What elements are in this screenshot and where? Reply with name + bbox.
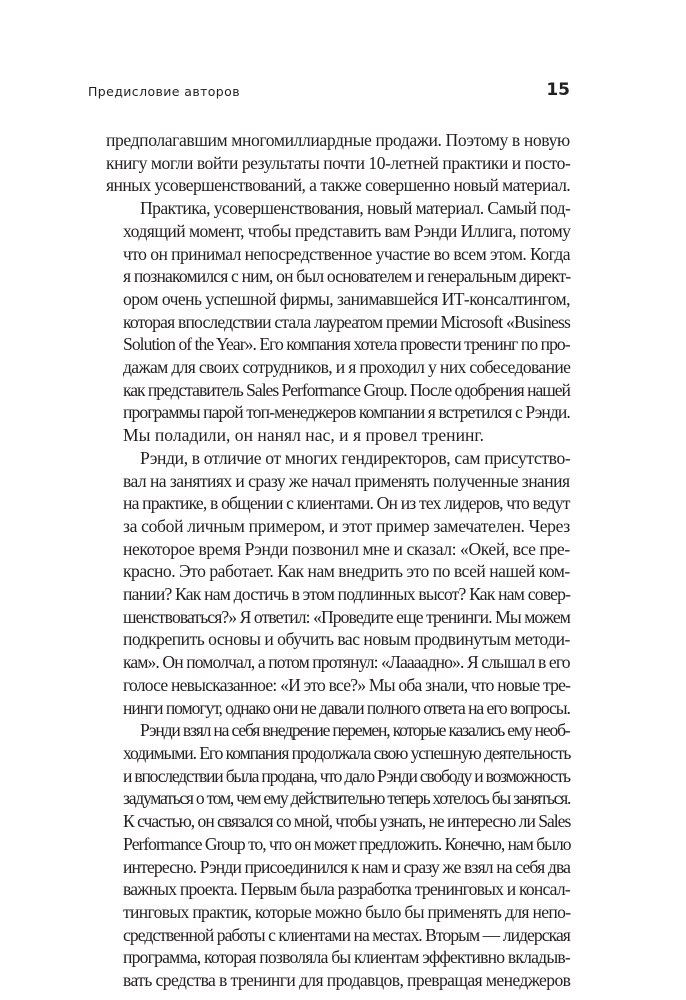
text-line: предполагавшим многомиллиардные продажи. Поэтому в новую — [106, 130, 570, 150]
text-line: подкрепить основы и обучить вас новым продвинутым методи- — [123, 629, 570, 650]
text-line: задуматься о том, чем ему действительно теперь хотелось бы заняться. — [123, 788, 571, 809]
body-text — [106, 129, 570, 992]
paragraph — [106, 719, 570, 991]
text-line: ходимыми. Его компания продолжала свою успешную деятельность — [123, 742, 571, 763]
text-line: программы парой топ-менеджеров компании я встретился с Рэнди. — [123, 402, 570, 423]
text-line: пании? Как нам достичь в этом подлинных высот? Как нам совер- — [123, 584, 571, 605]
text-line: интересно. Рэнди присоединился к нам и сразу же взял на себя два — [123, 856, 571, 877]
text-line: что он принимал непосредственное участие во всем этом. Когда — [123, 243, 570, 264]
text-line: голосе невысказанное: «И это все?» Мы оба знали, что новые тре- — [123, 674, 571, 695]
text-line: за собой личным примером, и этот пример замечателен. Через — [123, 515, 570, 536]
text-line: кам». Он помолчал, а потом протянул: «Лаааадно». Я слышал в его — [123, 652, 570, 673]
text-line: и впоследствии была продана, что дало Рэнди свободу и возможность — [123, 765, 570, 786]
text-line: важных проекта. Первым была разработка тренинговых и консал- — [123, 879, 570, 900]
text-line: тинговых практик, которые можно было бы применять для непо- — [123, 901, 571, 922]
text-line: книгу могли войти результаты почти 10-летней практики и посто- — [106, 152, 571, 173]
text-line: как представитель Sales Performance Group. После одобрения нашей — [123, 379, 570, 400]
text-line: шенствоваться?» Я ответил: «Проведите еще тренинги. Мы можем — [123, 606, 570, 627]
text-line: дажам для своих сотрудников, и я проходил у них собеседование — [123, 357, 571, 378]
text-line: вать средства в тренинги для продавцов, превращая менеджеров — [123, 970, 571, 991]
text-line: янных усовершенствований, а также совершенно новый материал. — [106, 175, 571, 196]
text-line: ходящий момент, чтобы представить вам Рэнди Иллига, потому — [123, 220, 571, 241]
text-line: Рэнди, в отличие от многих гендиректоров, сам присутство- — [140, 447, 571, 468]
text-line: нинги помогут, однако они не давали полного ответа на его вопросы. — [123, 697, 570, 718]
paragraph — [106, 197, 570, 447]
paragraph — [106, 129, 570, 197]
text-line: красно. Это работает. Как нам внедрить это по всей нашей ком- — [123, 561, 570, 582]
text-line: программа, которая позволяла бы клиентам эффективно вкладыв- — [123, 947, 570, 968]
text-line: Рэнди взял на себя внедрение перемен, которые казались ему необ- — [140, 720, 570, 741]
text-line: Solution of the Year». Его компания хотела провести тренинг по про- — [123, 334, 570, 355]
page-number: 15 — [546, 80, 570, 100]
text-line: Performance Group то, что он может предложить. Конечно, нам было — [123, 833, 571, 854]
running-title: Предисловие авторов — [88, 84, 240, 99]
text-line: на практике, в общении с клиентами. Он из тех лидеров, что ведут — [123, 493, 570, 514]
text-line: которая впоследствии стала лауреатом премии Microsoft «Business — [123, 311, 570, 332]
text-line: вал на занятиях и сразу же начал применять полученные знания — [123, 470, 570, 491]
text-line: средственной работы с клиентами на местах. Вторым — лидерская — [123, 924, 570, 945]
text-line: Практика, усовершенствования, новый материал. Самый под- — [140, 198, 571, 219]
text-line: Мы поладили, он нанял нас, и я провел тренинг. — [123, 425, 485, 446]
text-line: я познакомился с ним, он был основателем и генеральным директ- — [123, 266, 571, 287]
paragraph — [106, 447, 570, 719]
page-header — [88, 80, 570, 104]
text-line: некоторое время Рэнди позвонил мне и сказал: «Окей, все пре- — [123, 538, 570, 559]
text-line: ором очень успешной фирмы, занимавшейся ИТ-консалтингом, — [123, 288, 570, 309]
text-line: К счастью, он связался со мной, чтобы узнать, не интересно ли Sales — [123, 811, 571, 832]
